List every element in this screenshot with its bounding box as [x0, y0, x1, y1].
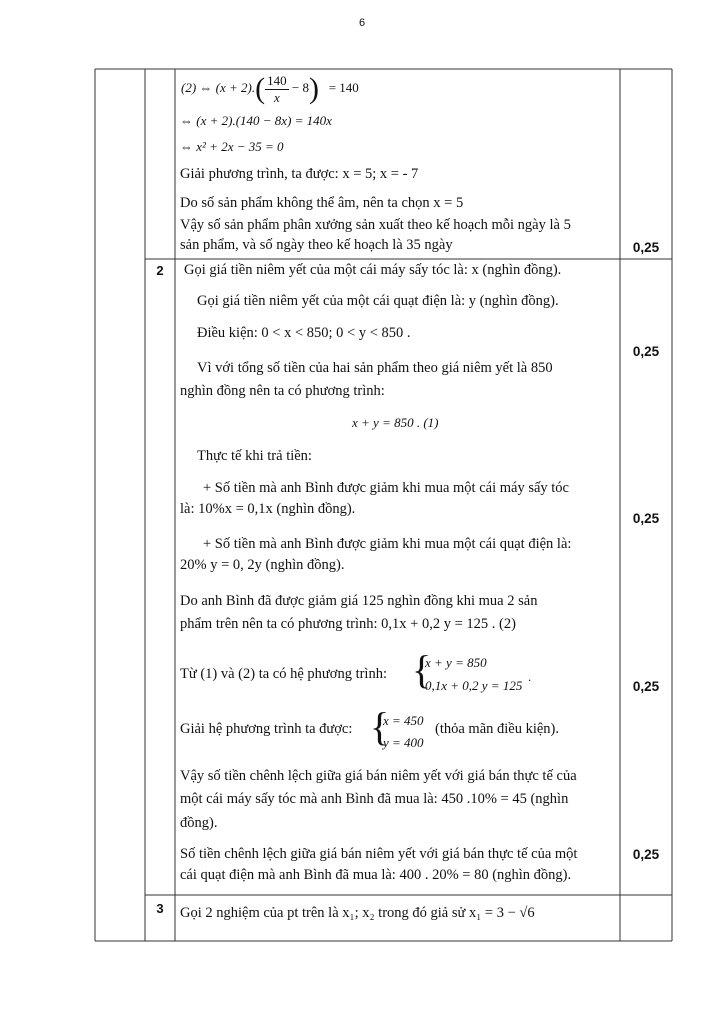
reason-text: Do số sản phẩm không thể âm, nên ta chọn x = 5 — [180, 195, 464, 211]
brace-icon: { — [412, 647, 432, 692]
paragraph: Số tiền chênh lệch giữa giá bán niêm yết với giá bán thực tế của một — [180, 846, 578, 862]
paragraph: đồng). — [180, 815, 218, 831]
paragraph: 20% y = 0, 2y (nghìn đồng). — [180, 557, 345, 573]
solution-note: (thỏa mãn điều kiện). — [435, 721, 560, 737]
paragraph: là: 10%x = 0,1x (nghìn đồng). — [180, 501, 356, 517]
solution-line: x = 450 — [383, 713, 424, 728]
solution-intro: Giải hệ phương trình ta được: — [180, 721, 353, 737]
system-line: x + y = 850 — [425, 655, 487, 670]
system-dot: . — [528, 669, 532, 684]
system-intro: Từ (1) và (2) ta có hệ phương trình: — [180, 666, 387, 682]
system-line: 0,1x + 0,2 y = 125 — [425, 678, 523, 693]
paragraph: + Số tiền mà anh Bình được giảm khi mua một cái quạt điện là: — [203, 536, 572, 552]
page-number: 6 — [358, 17, 366, 29]
paragraph: Gọi giá tiền niêm yết của một cái quạt điện là: y (nghìn đồng). — [197, 293, 559, 309]
question-number: 2 — [156, 263, 164, 278]
equation-1: x + y = 850 . (1) — [352, 415, 439, 430]
conclusion-line-2: sản phẩm, và số ngày theo kế hoạch là 35 ngày — [180, 237, 453, 253]
paragraph: Vì với tổng số tiền của hai sản phẩm theo giá niêm yết là 850 — [197, 360, 553, 376]
paragraph: nghìn đồng nên ta có phương trình: — [180, 383, 385, 399]
equation-b: ⇔ (x + 2).(140 − 8x) = 140x — [180, 113, 332, 128]
paragraph: cái quạt điện mà anh Bình đã mua là: 400 . 20% = 80 (nghìn đồng). — [180, 867, 572, 883]
paragraph: Gọi 2 nghiệm của pt trên là x₁; x₂ trong đó giả sử x₁ = 3 − √6 — [180, 905, 535, 921]
equation-c: ⇔ x² + 2x − 35 = 0 — [180, 139, 284, 154]
solve-text: Giải phương trình, ta được: x = 5; x = - 7 — [180, 166, 419, 182]
paragraph: Do anh Bình đã được giảm giá 125 nghìn đồng khi mua 2 sản — [180, 593, 538, 609]
conclusion-line-1: Vậy số sản phẩm phân xưởng sản xuất theo kế hoạch mỗi ngày là 5 — [180, 217, 571, 233]
solution-line: y = 400 — [383, 735, 424, 750]
score: 0,25 — [632, 679, 660, 694]
brace-icon: { — [370, 704, 390, 749]
score: 0,25 — [632, 344, 660, 359]
paragraph: Gọi giá tiền niêm yết của một cái máy sấy tóc là: x (nghìn đồng). — [184, 262, 562, 278]
question-number: 3 — [156, 901, 164, 916]
paragraph: Vậy số tiền chênh lệch giữa giá bán niêm yết với giá bán thực tế của — [180, 768, 577, 784]
score: 0,25 — [632, 511, 660, 526]
score: 0,25 — [632, 847, 660, 862]
paragraph: Thực tế khi trả tiền: — [197, 448, 312, 464]
paragraph: một cái máy sấy tóc mà anh Bình đã mua là: 450 .10% = 45 (nghìn — [180, 791, 569, 807]
paragraph: + Số tiền mà anh Bình được giảm khi mua một cái máy sấy tóc — [203, 480, 569, 496]
equation-a: (2) ⇔ (x + 2).( $\frac{140}{x}$ − 8) = 140 — [181, 72, 359, 105]
paragraph: phẩm trên nên ta có phương trình: 0,1x + 0,2 y = 125 . (2) — [180, 616, 516, 632]
paragraph: Điều kiện: 0 < x < 850; 0 < y < 850 . — [197, 325, 411, 341]
score: 0,25 — [632, 240, 660, 255]
